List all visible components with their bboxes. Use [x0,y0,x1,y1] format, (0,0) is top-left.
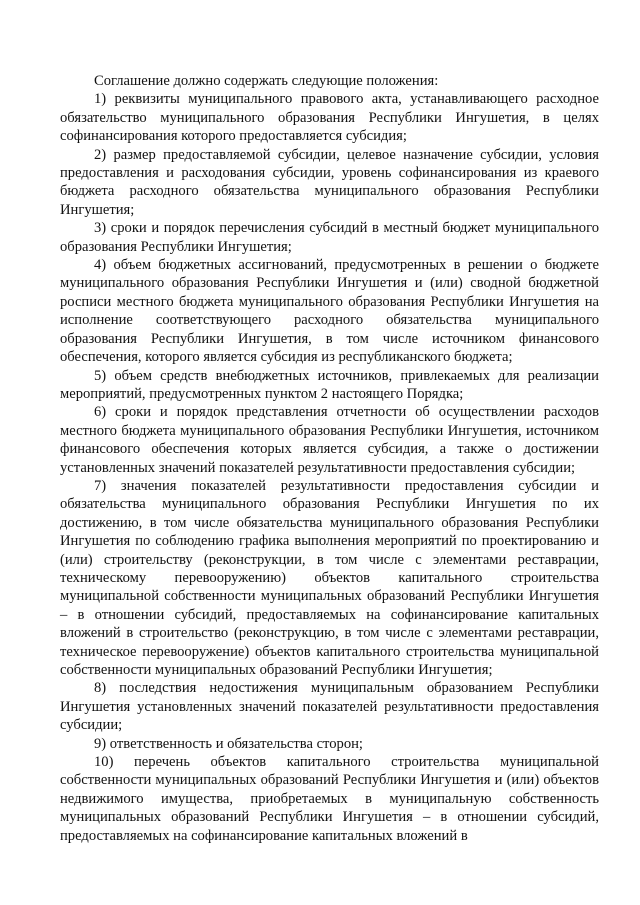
clause-6: 6) сроки и порядок представления отчетности об осуществлении расходов местного бюджета муниципального образования Республики Ингушетия, источником финансового обеспечения которых является субсидия, а также о достижении установленных значений показателей результативности предоставления субсидии; [60,404,599,476]
clause-8: 8) последствия недостижения муниципальным образованием Республики Ингушетия установленных значений показателей результативности предоставления субсидии; [60,680,599,734]
clause-9: 9) ответственность и обязательства сторон; [94,735,363,752]
clause-7: 7) значения показателей результативности предоставления субсидии и обязательства муниципального образования Республики Ингушетия по их достижению, в том числе обязательства муниципального образования Республики Ингушетия по соблюдению графика выполнения мероприятий по проектированию и (или) строительству (реконструкции, в том числе с элементами реставрации, техническому перевооружению) объектов капитального строительства муниципальной собственности муниципальных образований Республики Ингушетия – в отношении субсидий, предоставляемых на софинансирование капитальных вложений в строительство (реконструкцию, в том числе с элементами реставрации, техническое перевооружение) объектов капитального строительства муниципальной собственности муниципальных образований Республики Ингушетия; [60,477,599,678]
intro-paragraph: Соглашение должно содержать следующие положения: [94,73,439,89]
clause-10: 10) перечень объектов капитального строительства муниципальной собственности муниципальных образований Республики Ингушетия и (или) объектов недвижимого имущества, приобретаемых в муниципальную собственность муниципальных образований Республики Ингушетия – в отношении субсидий, предоставляемых на софинансирование капитальных вложений в [60,754,599,844]
clause-5: 5) объем средств внебюджетных источников, привлекаемых для реализации мероприятий, предусмотренных пунктом 2 настоящего Порядка; [60,367,599,402]
clause-2: 2) размер предоставляемой субсидии, целевое назначение субсидии, условия предоставления и расходования субсидии, уровень софинансирования из краевого бюджета расходного обязательства муниципального образования Республики Ингушетия; [60,146,599,218]
clause-4: 4) объем бюджетных ассигнований, предусмотренных в решении о бюджете муниципального образования Республики Ингушетия и (или) сводной бюджетной росписи местного бюджета муниципального образования Республики Ингушетия на исполнение соответствующего расходного обязательства муниципального образования Республики Ингушетия, в том числе источником финансового обеспечения, которого является субсидия из республиканского бюджета; [60,257,599,366]
clause-3: 3) сроки и порядок перечисления субсидий в местный бюджет муниципального образования Республики Ингушетия; [60,220,599,255]
clause-1: 1) реквизиты муниципального правового акта, устанавливающего расходное обязательство муниципального образования Республики Ингушетия, в целях софинансирования которого предоставляется субсидия; [60,91,599,145]
document-page [60,72,599,845]
